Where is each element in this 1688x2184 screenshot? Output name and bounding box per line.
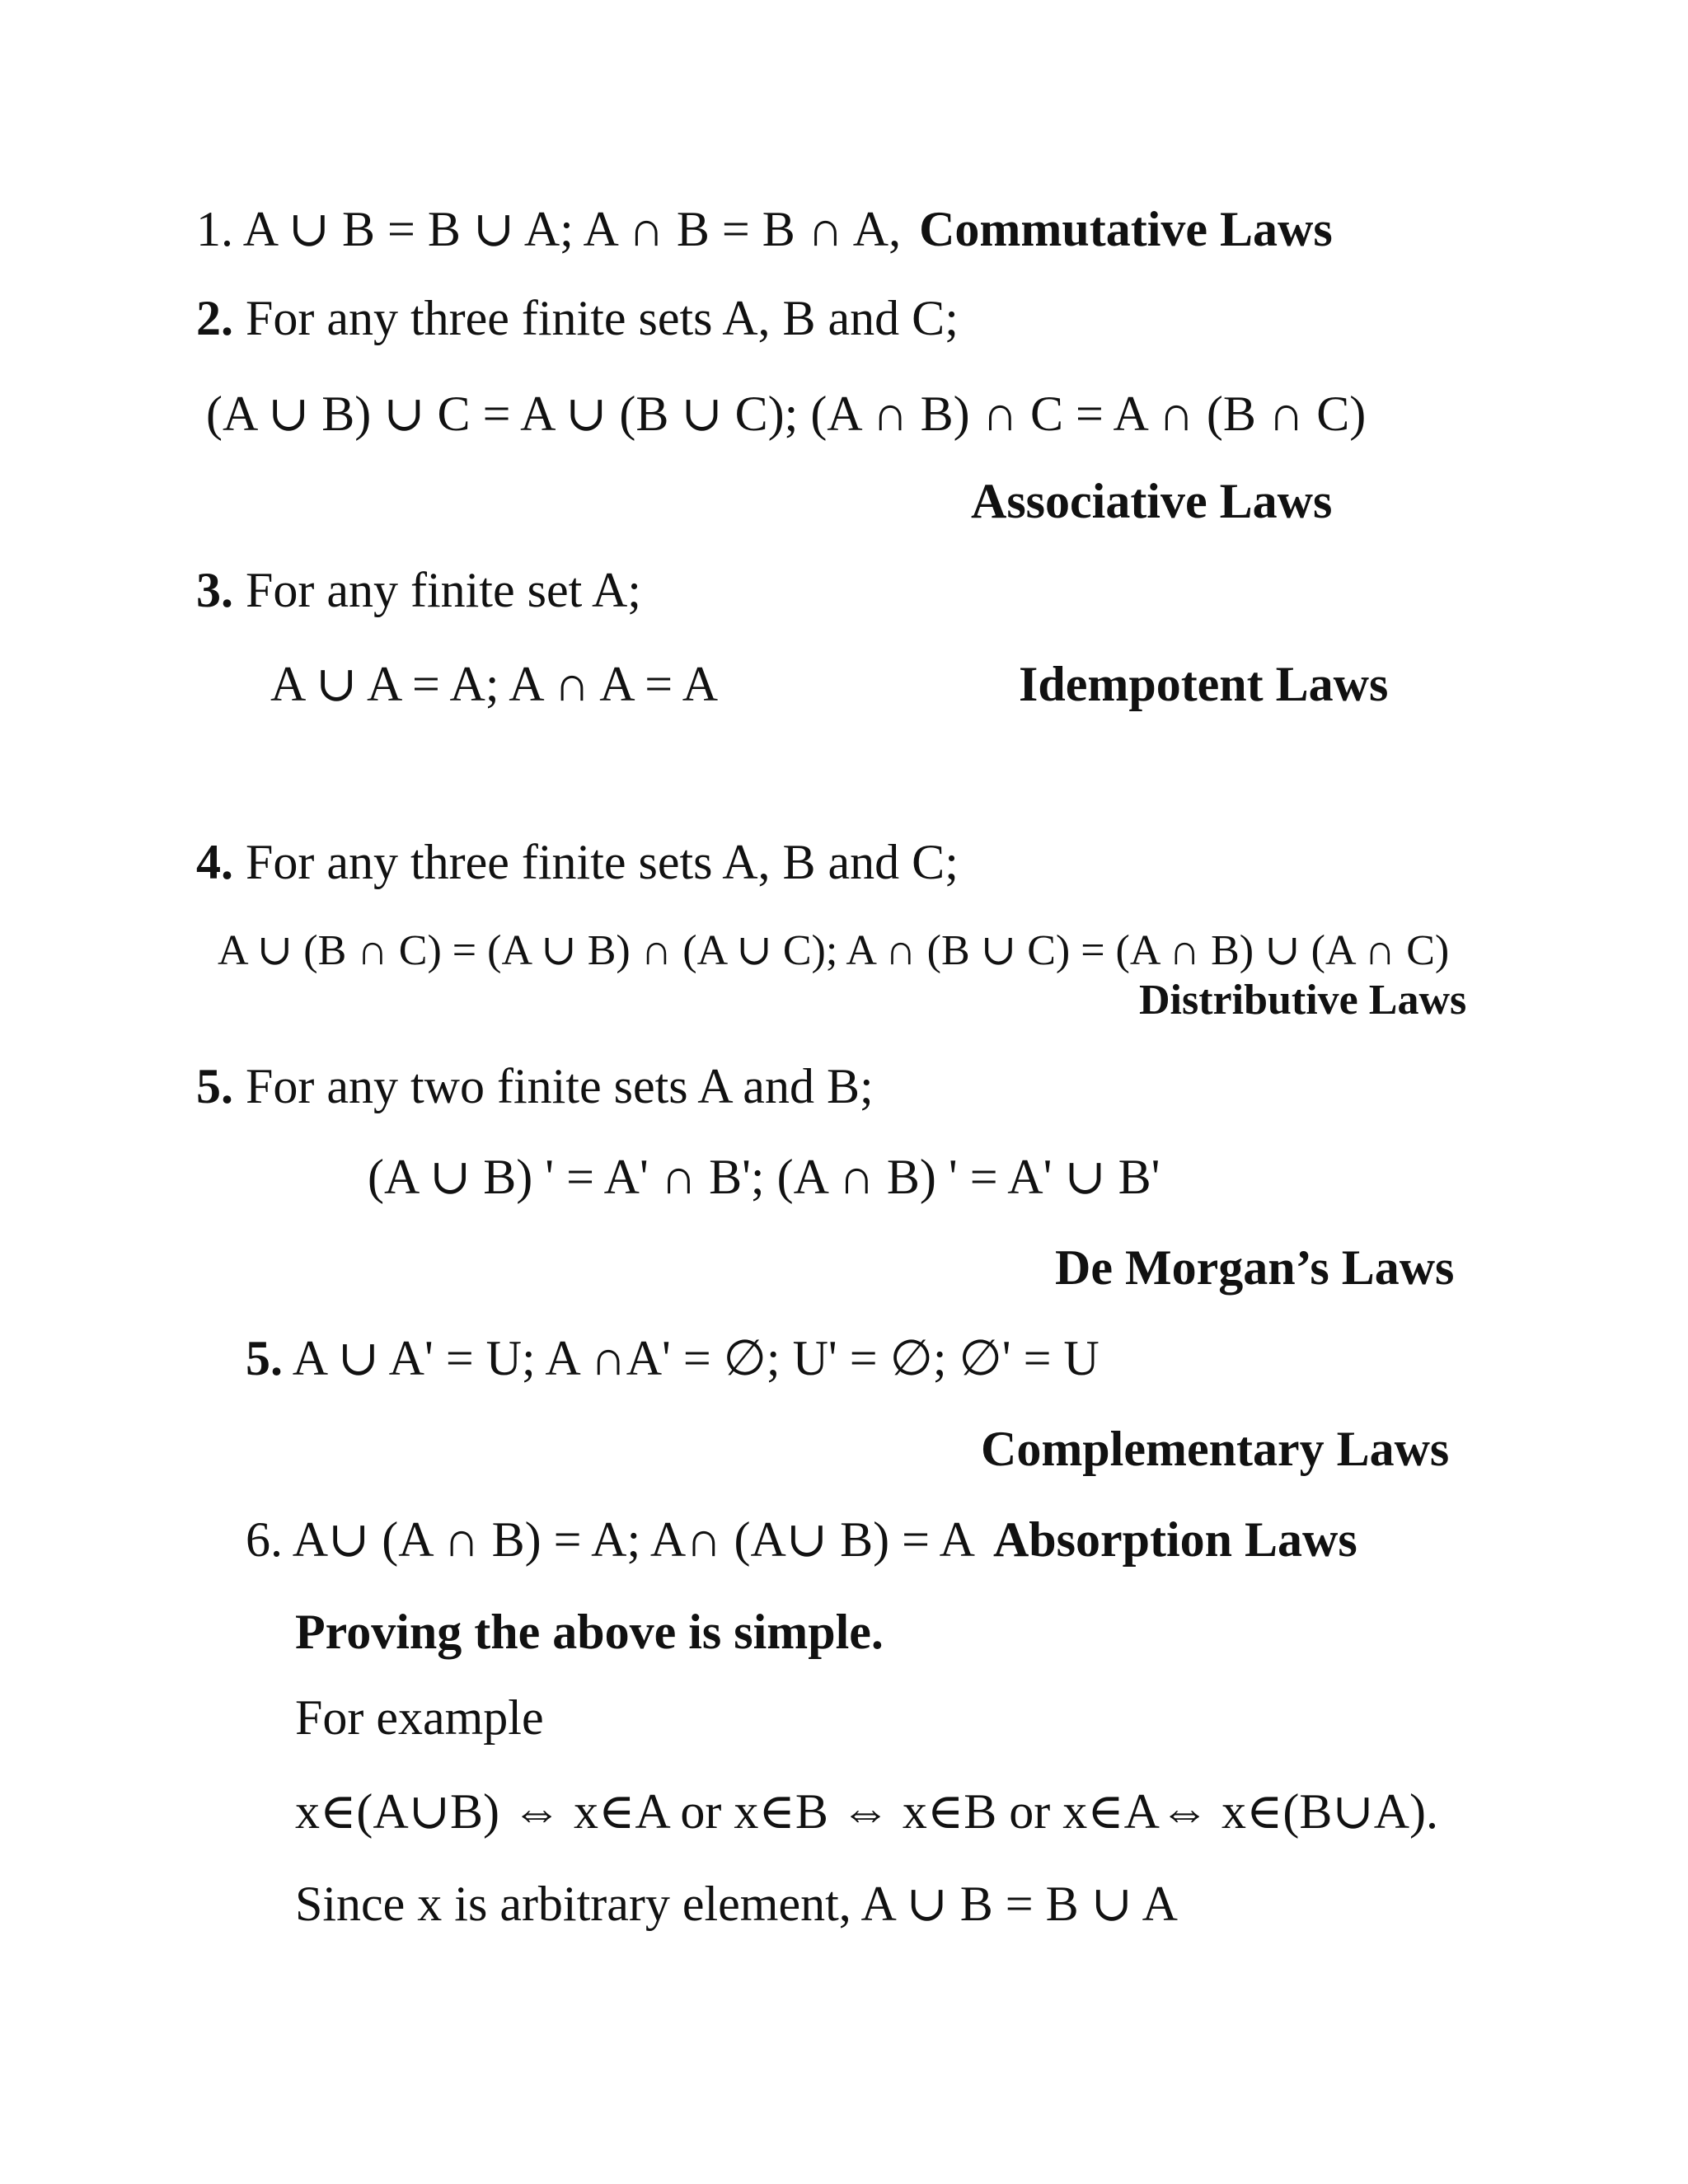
law-5-intro-line (196, 1059, 874, 1113)
law-2-formula: (A ∪ B) ∪ C = A ∪ (B ∪ C); (A ∩ B) ∩ C = A ∩ (B ∩ C) (206, 387, 1367, 441)
law-1-name: Commutative Laws (919, 202, 1333, 256)
law-4-number: 4. (196, 835, 233, 889)
law-6-line (246, 1512, 1357, 1567)
law-5b-line (246, 1333, 1100, 1383)
law-3-intro-line (196, 565, 641, 615)
law-2-intro-line (196, 293, 959, 343)
law-6-name: Absorption Laws (992, 1512, 1357, 1567)
law-5-number: 5. (196, 1059, 233, 1113)
law-4-name: Distributive Laws (1139, 977, 1467, 1024)
law-5b-formula: A ∪ A' = U; A ∩A' = ∅; U' = ∅; ∅' = U (283, 1331, 1100, 1385)
proof-step: x∈(A∪B) ⇔ x∈A or x∈B ⇔ x∈B or x∈A⇔ x∈(B∪A). (295, 1784, 1439, 1839)
law-3-number: 3. (196, 563, 233, 617)
law-2-name: Associative Laws (971, 474, 1333, 528)
law-1-formula: 1. A ∪ B = B ∪ A; A ∩ B = B ∩ A, (196, 202, 902, 256)
law-4-formula: A ∪ (B ∩ C) = (A ∪ B) ∩ (A ∪ C); A ∩ (B ∪ C) = (A ∩ B) ∪ (A ∩ C) (218, 927, 1450, 974)
proof-heading: Proving the above is simple. (295, 1605, 884, 1659)
law-5-name: De Morgan’s Laws (1055, 1240, 1455, 1295)
law-3-name: Idempotent Laws (1019, 657, 1389, 711)
law-2-intro: For any three finite sets A, B and C; (233, 291, 959, 345)
law-1-line (196, 204, 1333, 254)
law-4-intro-line (196, 837, 959, 887)
proof-conclusion: Since x is arbitrary element, A ∪ B = B ∪ A (295, 1877, 1178, 1931)
law-3-formula: A ∪ A = A; A ∩ A = A (270, 657, 719, 711)
law-2-number: 2. (196, 291, 233, 345)
law-5-intro: For any two finite sets A and B; (233, 1059, 874, 1113)
law-4-intro: For any three finite sets A, B and C; (233, 835, 959, 889)
law-3-intro: For any finite set A; (233, 563, 641, 617)
law-5b-number: 5. (246, 1331, 283, 1385)
proof-example-label: For example (295, 1690, 544, 1745)
law-6-formula: 6. A∪ (A ∩ B) = A; A∩ (A∪ B) = A (246, 1512, 975, 1567)
law-5-formula: (A ∪ B) ' = A' ∩ B'; (A ∩ B) ' = A' ∪ B' (368, 1150, 1160, 1204)
law-5b-name: Complementary Laws (981, 1422, 1450, 1476)
